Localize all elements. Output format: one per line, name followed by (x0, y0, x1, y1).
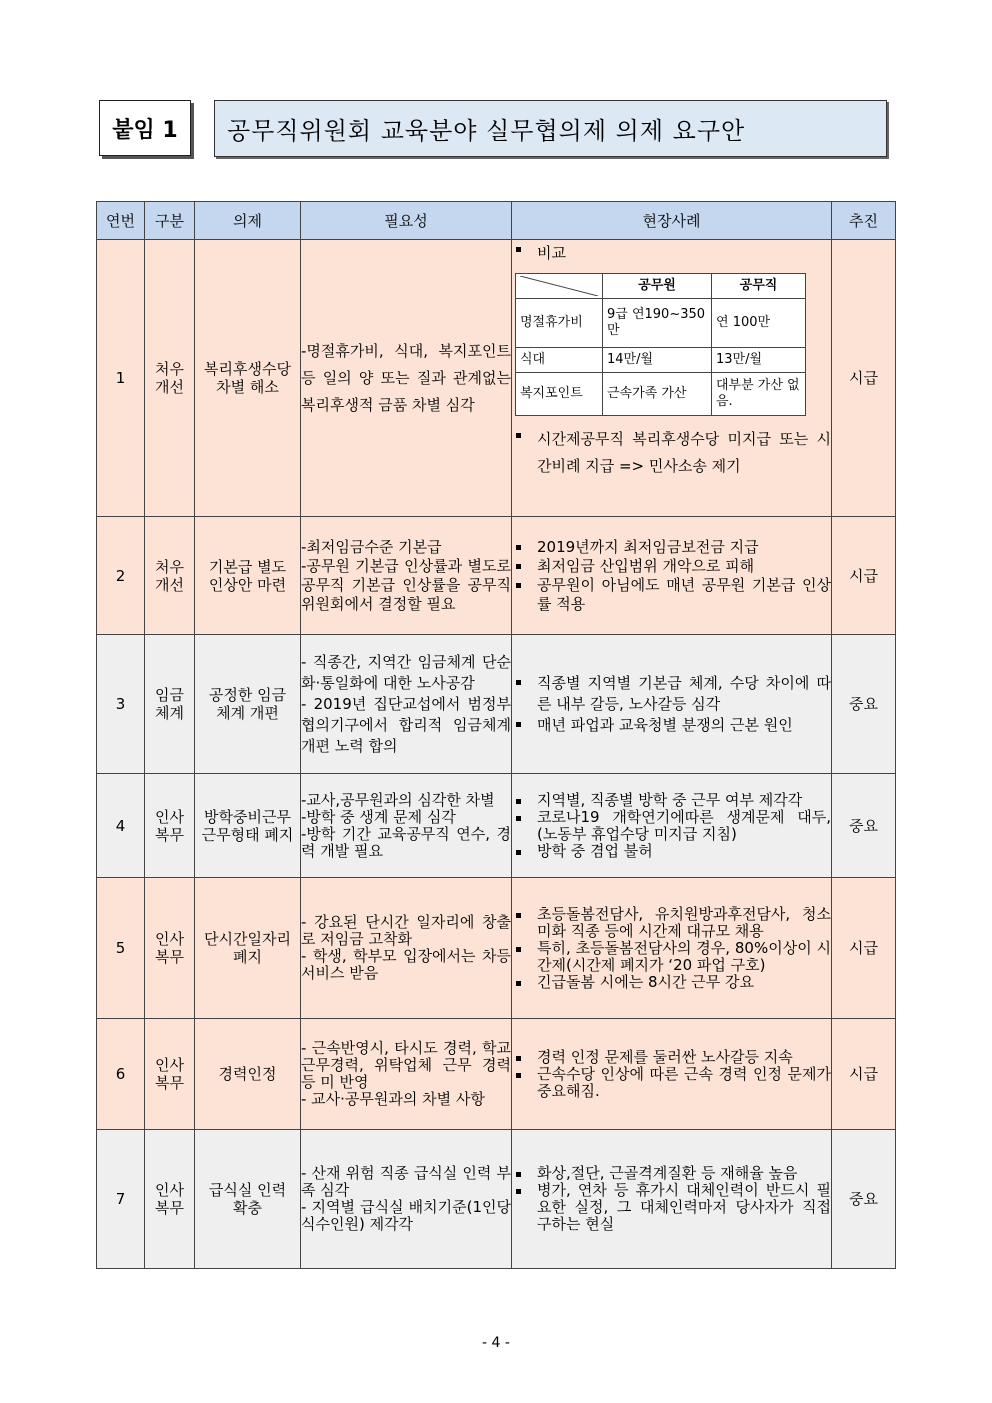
row-push: 시급 (832, 878, 896, 1019)
row-push: 중요 (832, 1130, 896, 1269)
row-necessity: -명절휴가비, 식대, 복지포인트 등 일의 양 또는 질과 관계없는 복리후생적 금품 차별 심각 (301, 240, 512, 517)
row-necessity: - 직종간, 지역간 임금체계 단순화·통일화에 대한 노사공감 - 2019년 집단교섭에서 범정부 협의기구에서 합리적 임금체계 개편 노력 합의 (301, 635, 512, 774)
list-item: 2019년까지 최저임금보전금 지급 (512, 538, 831, 557)
table-row (97, 240, 896, 517)
comparison-label: 명절휴가비 (516, 299, 603, 348)
list-item: 초등돌봄전담사, 유치원방과후전담사, 청소미화 직종 등에 시간제 대규모 채용 (512, 906, 831, 940)
row-push: 시급 (832, 240, 896, 517)
list-item: 공무원이 아님에도 매년 공무원 기본급 인상률 적용 (512, 576, 831, 614)
list-item: 화상,절단, 근골격계질환 등 재해율 높음 (512, 1165, 831, 1182)
header-category: 구분 (145, 202, 195, 240)
list-item: 긴급돌봄 시에는 8시간 근무 강요 (512, 974, 831, 991)
list-item: 특히, 초등돌봄전담사의 경우, 80%이상이 시간제(시간제 폐지가 ‘20 파업 구호) (512, 940, 831, 974)
header-push: 추진 (832, 202, 896, 240)
comparison-table (515, 273, 806, 416)
page-number: - 4 - (482, 1335, 510, 1351)
agenda-table (96, 201, 896, 1269)
row-category: 처우 개선 (145, 517, 195, 635)
row-cases (512, 635, 832, 774)
row-push: 중요 (832, 774, 896, 878)
row-push: 중요 (832, 635, 896, 774)
row-category: 인사 복무 (145, 1130, 195, 1269)
row-necessity: - 산재 위험 직종 급식실 인력 부족 심각 - 지역별 급식실 배치기준(1인당 식수인원) 제각각 (301, 1130, 512, 1269)
table-header-row (97, 202, 896, 240)
row-push: 시급 (832, 1019, 896, 1130)
list-item: 매년 파업과 교육청별 분쟁의 근본 원인 (512, 715, 831, 736)
header-no: 연번 (97, 202, 145, 240)
header-necessity: 필요성 (301, 202, 512, 240)
comparison-header: 공무직 (712, 274, 806, 299)
list-item: 지역별, 직종별 방학 중 근무 여부 제각각 (512, 792, 831, 809)
header-cases: 현장사례 (512, 202, 832, 240)
row-cases (512, 1130, 832, 1269)
row-agenda: 급식실 인력 확충 (195, 1130, 301, 1269)
row-agenda: 복리후생수당 차별 해소 (195, 240, 301, 517)
row-cases (512, 517, 832, 635)
row-necessity: -최저임금수준 기본급 -공무원 기본급 인상률과 별도로 공무직 기본급 인상률을 공무직위원회에서 결정할 필요 (301, 517, 512, 635)
row-category: 인사 복무 (145, 1019, 195, 1130)
comparison-cell: 9급 연190~350만 (603, 299, 712, 348)
comparison-cell: 14만/월 (603, 348, 712, 373)
row-no: 1 (97, 240, 145, 517)
row-necessity: - 강요된 단시간 일자리에 창출로 저임금 고착화 - 학생, 학부모 입장에서는 차등 서비스 받음 (301, 878, 512, 1019)
row-no: 5 (97, 878, 145, 1019)
row-cases (512, 774, 832, 878)
row-category: 처우 개선 (145, 240, 195, 517)
table-row (97, 774, 896, 878)
row-push: 시급 (832, 517, 896, 635)
comparison-cell: 대부분 가산 없음. (712, 373, 806, 416)
list-item: 근속수당 인상에 따른 근속 경력 인정 문제가 중요해짐. (512, 1066, 831, 1100)
comparison-label: 식대 (516, 348, 603, 373)
table-row (97, 635, 896, 774)
row-no: 7 (97, 1130, 145, 1269)
row-cases (512, 1019, 832, 1130)
comparison-header: 공무원 (603, 274, 712, 299)
row-necessity: -교사,공무원과의 심각한 차별 -방학 중 생계 문제 심각 -방학 기간 교육공무직 연수, 경력 개발 필요 (301, 774, 512, 878)
row-no: 2 (97, 517, 145, 635)
table-row (97, 878, 896, 1019)
comparison-cell: 연 100만 (712, 299, 806, 348)
row-agenda: 단시간일자리 폐지 (195, 878, 301, 1019)
row-category: 임금 체계 (145, 635, 195, 774)
row-cases (512, 240, 832, 517)
row-no: 6 (97, 1019, 145, 1130)
list-item: 직종별 지역별 기본급 체계, 수당 차이에 따른 내부 갈등, 노사갈등 심각 (512, 673, 831, 715)
document-title: 공무직위원회 교육분야 실무협의제 의제 요구안 (214, 100, 887, 157)
row-no: 4 (97, 774, 145, 878)
diagonal-line (520, 276, 598, 296)
list-item: 시간제공무직 복리후생수당 미지급 또는 시간비례 지급 => 민사소송 제기 (512, 426, 831, 480)
row-cases (512, 878, 832, 1019)
attachment-badge: 붙임 1 (99, 100, 191, 156)
list-item: 방학 중 겸업 불허 (512, 843, 831, 860)
row-no: 3 (97, 635, 145, 774)
comparison-cell: 근속가족 가산 (603, 373, 712, 416)
row-necessity: - 근속반영시, 타시도 경력, 학교근무경력, 위탁업체 근무 경력 등 미 반영 - 교사·공무원과의 차별 사항 (301, 1019, 512, 1130)
row-agenda: 기본급 별도 인상안 마련 (195, 517, 301, 635)
comparison-corner (516, 274, 603, 299)
list-item: 비교 (512, 240, 831, 267)
row-agenda: 공정한 임금체계 개편 (195, 635, 301, 774)
table-row (97, 1019, 896, 1130)
table-row (97, 1130, 896, 1269)
comparison-cell: 13만/월 (712, 348, 806, 373)
list-item: 코로나19 개학연기에따른 생계문제 대두, (노동부 휴업수당 미지급 지침) (512, 809, 831, 843)
row-agenda: 경력인정 (195, 1019, 301, 1130)
row-category: 인사 복무 (145, 878, 195, 1019)
list-item: 최저임금 산입범위 개악으로 피해 (512, 557, 831, 576)
table-row (97, 517, 896, 635)
row-category: 인사 복무 (145, 774, 195, 878)
comparison-label: 복지포인트 (516, 373, 603, 416)
list-item: 병가, 연차 등 휴가시 대체인력이 반드시 필요한 실정, 그 대체인력마저 당사자가 직접 구하는 현실 (512, 1182, 831, 1233)
row-agenda: 방학중비근무 근무형태 폐지 (195, 774, 301, 878)
list-item: 경력 인정 문제를 둘러싼 노사갈등 지속 (512, 1049, 831, 1066)
header-agenda: 의제 (195, 202, 301, 240)
